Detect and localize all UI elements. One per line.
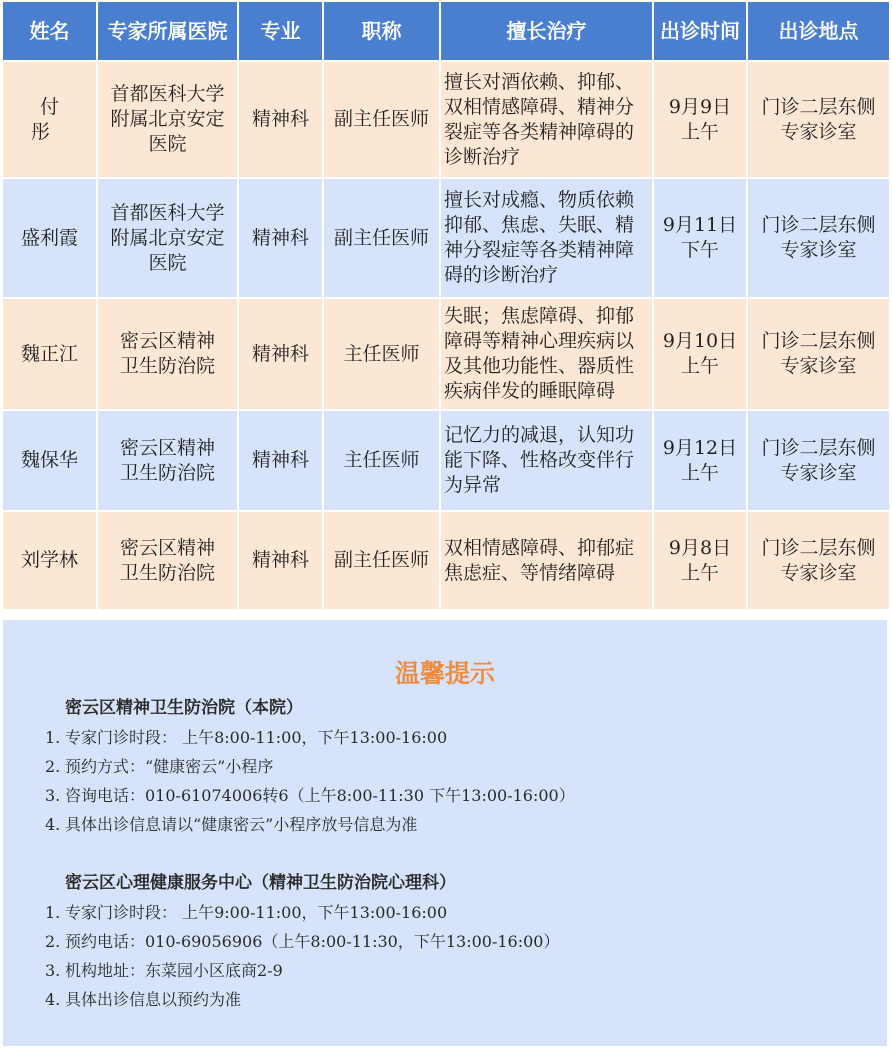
doctor-title: 主任医师 [323, 298, 440, 410]
clinic-time: 9月12日 上午 [653, 410, 747, 511]
doctor-hospital: 首都医科大学 附属北京安定 医院 [97, 61, 238, 178]
doctor-name: 盛利霞 [2, 178, 97, 298]
list-item: 1. 专家门诊时段： 上午9:00-11:00，下午13:00-16:00 [45, 903, 448, 922]
clinic-time: 9月9日 上午 [653, 61, 747, 178]
doctor-hospital: 首都医科大学 附属北京安定 医院 [97, 178, 238, 298]
tips-panel [3, 620, 887, 1046]
doctor-name: 魏保华 [2, 410, 97, 511]
tips-title: 温馨提示 [394, 659, 495, 688]
doctor-specialty: 失眠；焦虑障碍、抑郁 障碍等精神心理疾病以 及其他功能性、器质性 疾病伴发的睡眠障碍 [440, 298, 653, 410]
clinic-location: 门诊二层东侧 专家诊室 [747, 298, 890, 410]
list-item: 1. 专家门诊时段： 上午8:00-11:00，下午13:00-16:00 [45, 728, 448, 747]
clinic-time: 9月10日 上午 [653, 298, 747, 410]
clinic-time: 9月11日 下午 [653, 178, 747, 298]
doctor-dept: 精神科 [238, 178, 323, 298]
clinic-location: 门诊二层东侧 专家诊室 [747, 511, 890, 610]
doctor-specialty: 双相情感障碍、抑郁症 焦虑症、等情绪障碍 [440, 511, 653, 610]
doctor-title: 副主任医师 [323, 511, 440, 610]
table-row [2, 178, 890, 298]
table-row [2, 511, 890, 610]
list-item: 4. 具体出诊信息以预约为准 [45, 990, 242, 1009]
doctor-dept: 精神科 [238, 410, 323, 511]
table-row [2, 410, 890, 511]
header-hospital: 专家所属医院 [97, 1, 238, 61]
doctor-hospital: 密云区精神 卫生防治院 [97, 298, 238, 410]
expert-schedule-table [1, 0, 891, 611]
doctor-specialty: 擅长对酒依赖、抑郁、 双相情感障碍、精神分 裂症等各类精神障碍的 诊断治疗 [440, 61, 653, 178]
header-time: 出诊时间 [653, 1, 747, 61]
doctor-specialty: 擅长对成瘾、物质依赖 抑郁、焦虑、失眠、精 神分裂症等各类精神障 碍的诊断治疗 [440, 178, 653, 298]
doctor-hospital: 密云区精神 卫生防治院 [97, 511, 238, 610]
header-dept: 专业 [238, 1, 323, 61]
list-item: 2. 预约电话：010-69056906（上午8:00-11:30，下午13:00-16:00） [45, 932, 560, 951]
list-item: 3. 机构地址：东菜园小区底商2-9 [45, 961, 283, 980]
table-row [2, 61, 890, 178]
header-specialty: 擅长治疗 [440, 1, 653, 61]
clinic-location: 门诊二层东侧 专家诊室 [747, 178, 890, 298]
clinic-location: 门诊二层东侧 专家诊室 [747, 410, 890, 511]
header-name: 姓名 [2, 1, 97, 61]
doctor-dept: 精神科 [238, 511, 323, 610]
clinic-location: 门诊二层东侧 专家诊室 [747, 61, 890, 178]
group-heading: 密云区心理健康服务中心（精神卫生防治院心理科） [65, 873, 456, 893]
table-header-row [2, 1, 890, 61]
doctor-title: 副主任医师 [323, 178, 440, 298]
list-item: 4. 具体出诊信息请以“健康密云”小程序放号信息为准 [45, 815, 418, 834]
doctor-dept: 精神科 [238, 298, 323, 410]
doctor-name: 刘学林 [2, 511, 97, 610]
list-item: 2. 预约方式：“健康密云”小程序 [45, 757, 274, 776]
header-location: 出诊地点 [747, 1, 890, 61]
header-title: 职称 [323, 1, 440, 61]
list-item: 3. 咨询电话：010-61074006转6（上午8:00-11:30 下午13:00-16:00） [45, 786, 575, 805]
doctor-title: 副主任医师 [323, 61, 440, 178]
group-heading: 密云区精神卫生防治院（本院） [65, 698, 303, 718]
clinic-time: 9月8日 上午 [653, 511, 747, 610]
doctor-specialty: 记忆力的减退，认知功 能下降、性格改变伴行 为异常 [440, 410, 653, 511]
doctor-hospital: 密云区精神 卫生防治院 [97, 410, 238, 511]
doctor-name: 付 彤 [2, 61, 97, 178]
tips-group-main-hospital [45, 694, 875, 839]
table-row [2, 298, 890, 410]
doctor-name: 魏正江 [2, 298, 97, 410]
doctor-dept: 精神科 [238, 61, 323, 178]
tips-group-mental-health-center [45, 869, 875, 1014]
doctor-title: 主任医师 [323, 410, 440, 511]
